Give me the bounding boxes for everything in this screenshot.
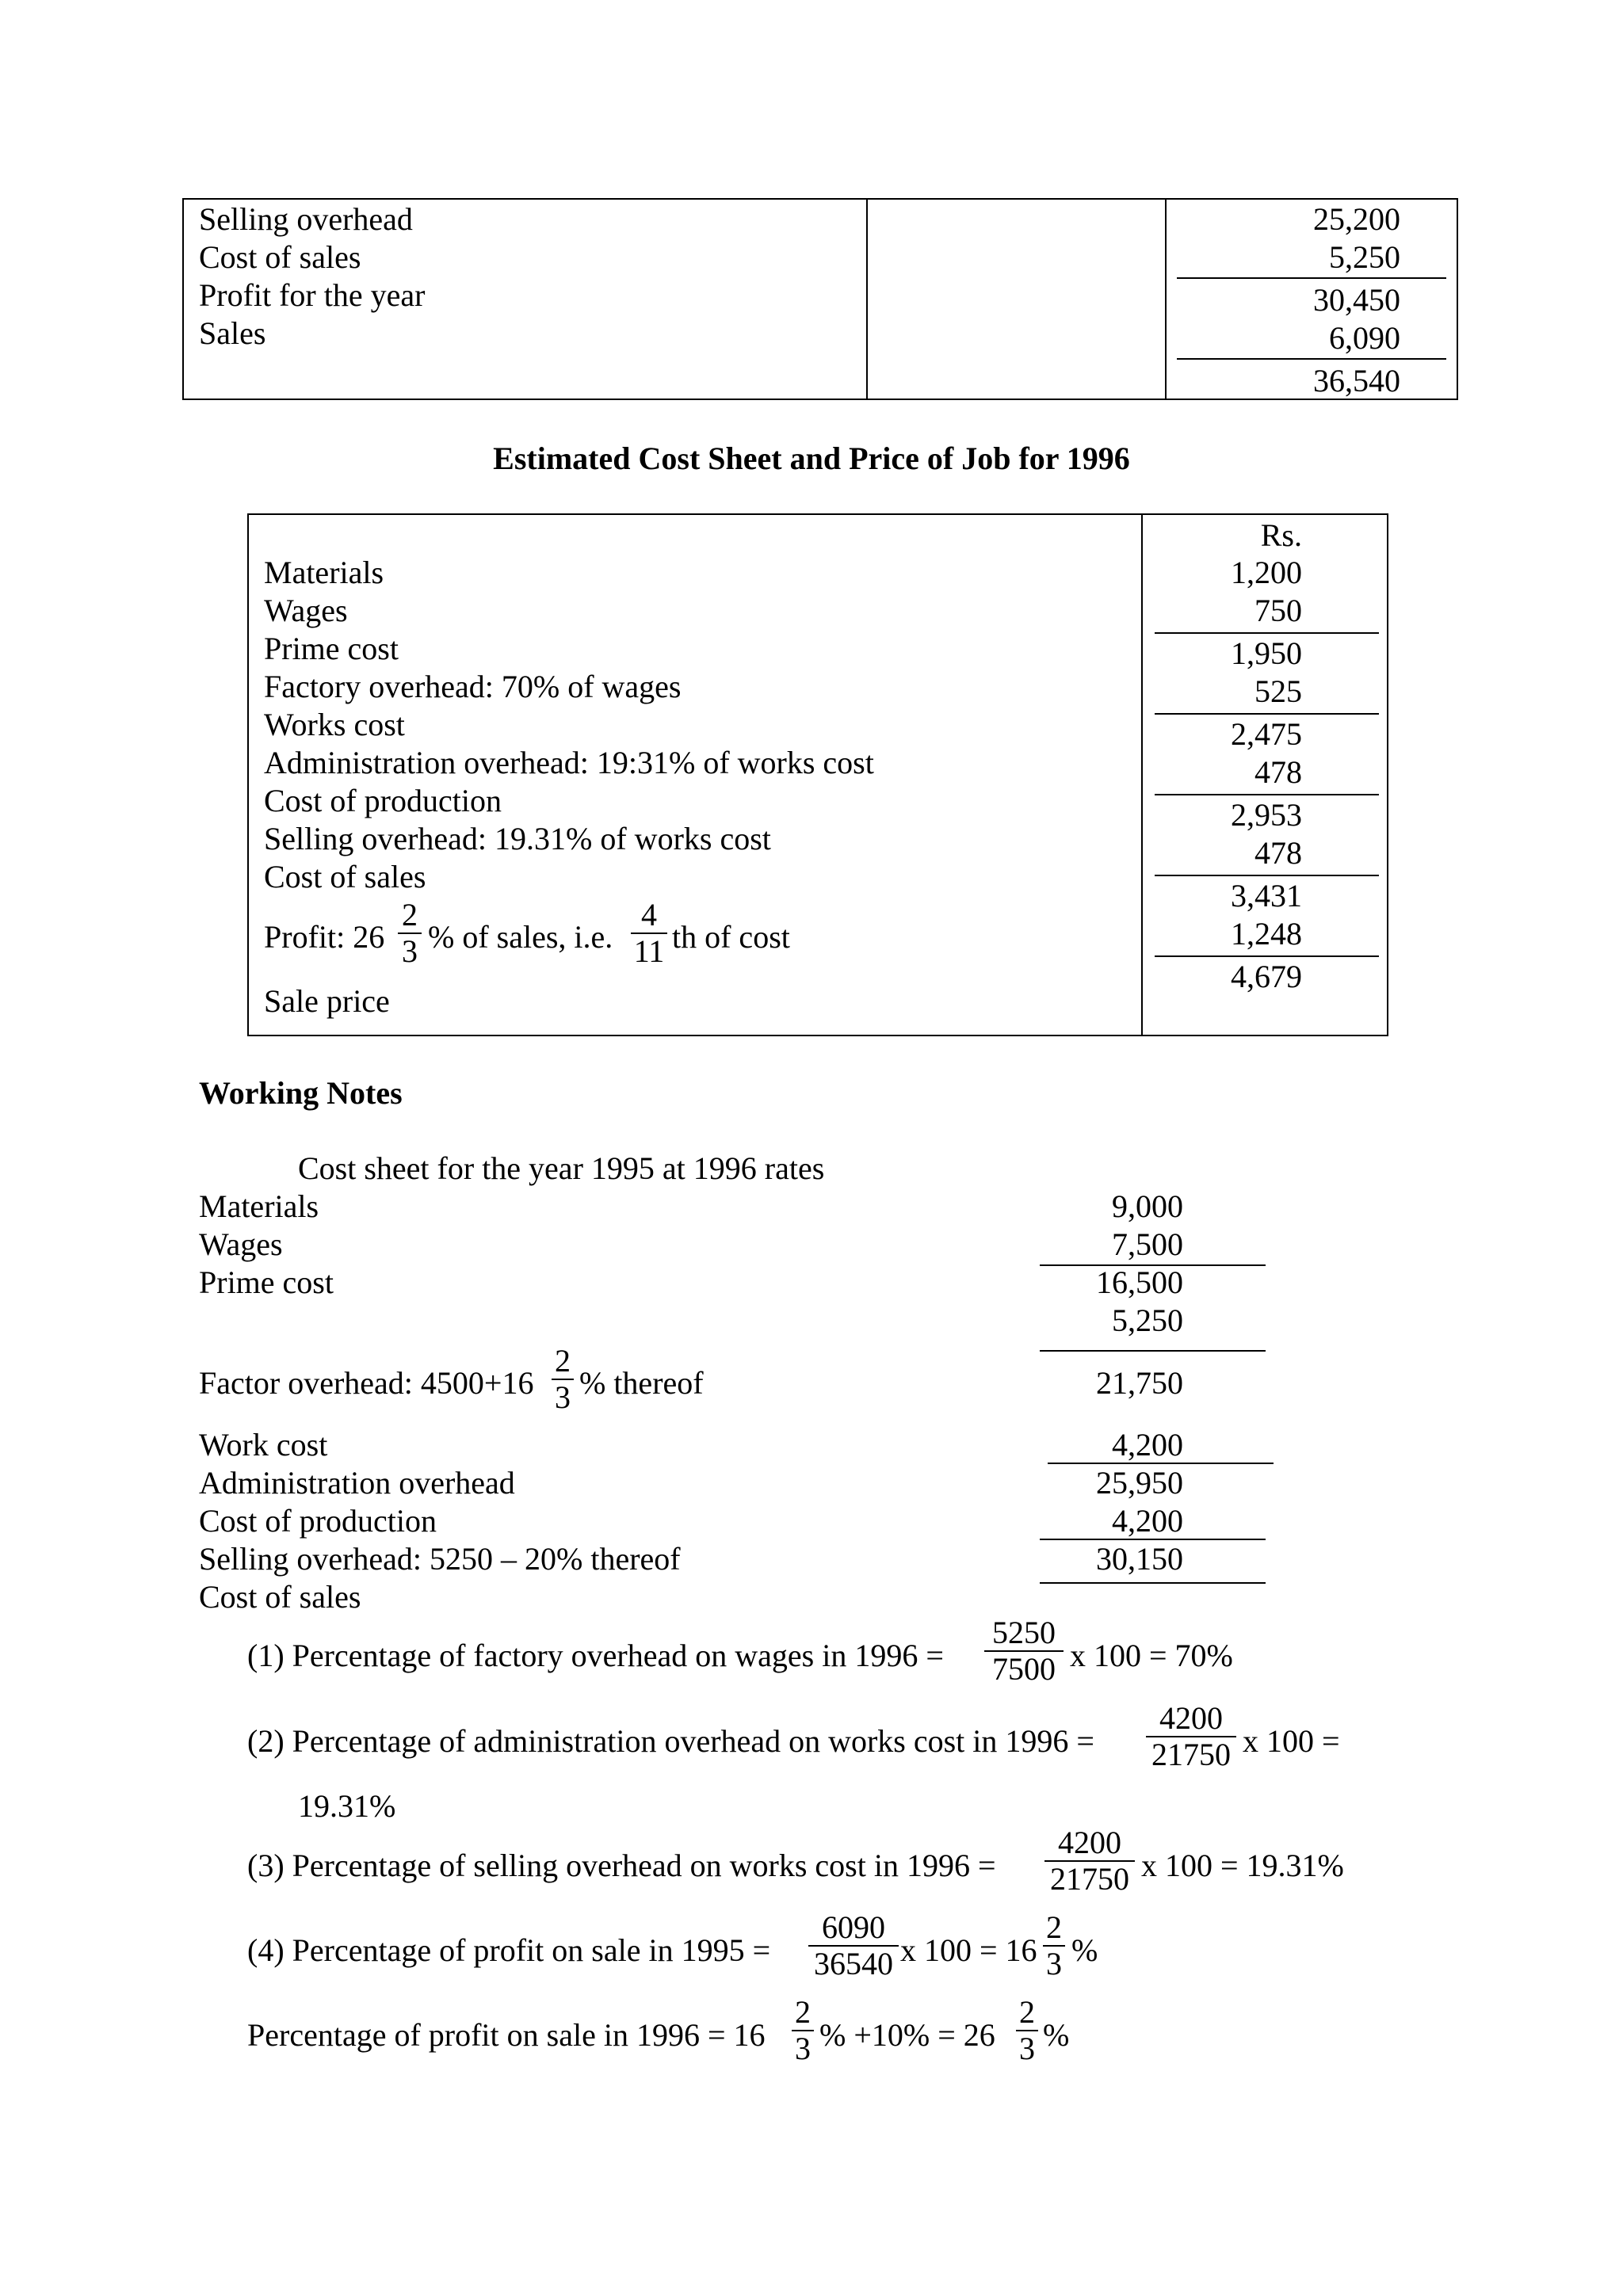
wn-label-factory-prefix: Factor overhead: 4500+16 <box>199 1365 534 1401</box>
est-value-sale-price: 4,679 <box>1231 959 1302 994</box>
note-4-fnum: 2 <box>1046 1909 1062 1945</box>
working-notes-subtitle: Cost sheet for the year 1995 at 1996 rates <box>298 1150 825 1186</box>
note-4-fden: 3 <box>1046 1946 1062 1981</box>
top-label-profit: Profit for the year <box>199 277 426 313</box>
wn-value-4: 5,250 <box>1112 1302 1183 1338</box>
note-5-text: Percentage of profit on sale in 1996 = 16 <box>247 2017 766 2053</box>
wn-value-8: 4,200 <box>1112 1503 1183 1539</box>
note-2-continued: 19.31% <box>298 1788 396 1824</box>
est-label-cost-of-production: Cost of production <box>264 783 502 818</box>
note-2-result: x 100 = <box>1243 1723 1340 1759</box>
estimated-currency: Rs. <box>1260 517 1302 553</box>
note-4-small-fraction <box>1043 1910 1065 1981</box>
note-3-den: 21750 <box>1050 1861 1129 1897</box>
note-2-den: 21750 <box>1151 1737 1231 1772</box>
est-profit-suffix: th of cost <box>672 919 790 955</box>
est-profit-middle: % of sales, i.e. <box>428 919 613 955</box>
wn-label-prime-cost: Prime cost <box>199 1264 334 1300</box>
wn-value-3: 16,500 <box>1096 1264 1183 1300</box>
est-label-sale-price: Sale price <box>264 983 390 1019</box>
est-value-wages: 750 <box>1254 593 1302 628</box>
top-label-sales: Sales <box>199 315 266 351</box>
note-1-den: 7500 <box>992 1651 1056 1687</box>
est-label-selling-overhead: Selling overhead: 19.31% of works cost <box>264 821 771 856</box>
note-1-fraction <box>984 1615 1064 1687</box>
note-5-mid: % +10% = 26 <box>819 2017 995 2053</box>
note-3-num: 4200 <box>1058 1825 1121 1860</box>
wn-label-sales: Cost of sales <box>199 1579 361 1615</box>
top-label-cost-of-sales: Cost of sales <box>199 239 361 275</box>
est-value-cost-of-production: 2,953 <box>1231 797 1302 833</box>
wn-label-materials: Materials <box>199 1188 319 1224</box>
est-label-works-cost: Works cost <box>264 707 405 742</box>
wn-rule-5 <box>1040 1582 1266 1584</box>
note-5-suffix: % <box>1043 2017 1070 2053</box>
note-4-mid: x 100 = 16 <box>900 1932 1037 1968</box>
estimated-title: Estimated Cost Sheet and Price of Job for 1996 <box>493 441 1130 476</box>
top-rule-1 <box>1177 277 1446 279</box>
top-table-divider-1 <box>866 198 868 400</box>
est-label-wages: Wages <box>264 593 348 628</box>
est-profit-frac2-num: 4 <box>641 897 657 933</box>
wn-factory-den: 3 <box>555 1379 571 1415</box>
note-4-num: 6090 <box>822 1909 885 1945</box>
wn-label-admin: Administration overhead <box>199 1465 515 1501</box>
est-label-admin-overhead: Administration overhead: 19:31% of works cost <box>264 745 874 780</box>
wn-value-6: 4,200 <box>1112 1427 1183 1463</box>
wn-factory-num: 2 <box>555 1343 571 1379</box>
est-label-factory-overhead: Factory overhead: 70% of wages <box>264 669 682 704</box>
est-profit-frac1-den: 3 <box>402 933 418 969</box>
wn-label-factory-suffix: % thereof <box>579 1365 704 1401</box>
note-4-fraction <box>808 1910 899 1981</box>
est-value-materials: 1,200 <box>1231 555 1302 590</box>
note-5-f1den: 3 <box>795 2031 811 2066</box>
note-3-fraction <box>1044 1825 1135 1897</box>
note-4-suffix: % <box>1071 1932 1098 1968</box>
est-rule-5 <box>1155 955 1379 957</box>
est-profit-frac2-den: 11 <box>633 933 665 969</box>
est-label-cost-of-sales: Cost of sales <box>264 859 426 894</box>
wn-label-wages: Wages <box>199 1226 283 1262</box>
est-value-selling-overhead: 478 <box>1254 835 1302 871</box>
note-3-result: x 100 = 19.31% <box>1141 1848 1344 1883</box>
top-rule-2 <box>1177 358 1446 360</box>
est-value-profit: 1,248 <box>1231 916 1302 952</box>
note-4-den: 36540 <box>814 1946 893 1981</box>
est-rule-2 <box>1155 713 1379 715</box>
est-profit-prefix: Profit: 26 <box>264 919 385 955</box>
note-2-fraction <box>1146 1701 1236 1772</box>
est-value-prime-cost: 1,950 <box>1231 635 1302 671</box>
est-value-admin-overhead: 478 <box>1254 754 1302 790</box>
wn-value-1: 9,000 <box>1112 1188 1183 1224</box>
wn-value-9: 30,150 <box>1096 1541 1183 1577</box>
wn-label-work-cost: Work cost <box>199 1427 328 1463</box>
note-3-text: (3) Percentage of selling overhead on works cost in 1996 = <box>247 1848 996 1883</box>
note-1-result: x 100 = 70% <box>1070 1638 1233 1673</box>
note-1-text: (1) Percentage of factory overhead on wages in 1996 = <box>247 1638 944 1673</box>
est-value-works-cost: 2,475 <box>1231 716 1302 752</box>
note-4-text: (4) Percentage of profit on sale in 1995 = <box>247 1932 771 1968</box>
top-value-1: 25,200 <box>1313 201 1400 237</box>
note-5-fraction-1 <box>792 1995 814 2066</box>
wn-factory-fraction <box>552 1344 574 1415</box>
working-notes-heading: Working Notes <box>199 1075 403 1111</box>
est-profit-frac1-num: 2 <box>402 897 418 933</box>
top-value-4: 6,090 <box>1329 320 1400 356</box>
est-value-factory-overhead: 525 <box>1254 673 1302 709</box>
note-1-num: 5250 <box>992 1615 1056 1650</box>
top-value-2: 5,250 <box>1329 239 1400 275</box>
top-label-selling-overhead: Selling overhead <box>199 201 413 237</box>
est-label-prime-cost: Prime cost <box>264 631 399 666</box>
note-2-text: (2) Percentage of administration overhead on works cost in 1996 = <box>247 1723 1094 1759</box>
est-profit-fraction-1 <box>398 898 422 969</box>
top-value-5: 36,540 <box>1313 363 1400 399</box>
wn-value-7: 25,950 <box>1096 1465 1183 1501</box>
note-2-num: 4200 <box>1159 1700 1223 1736</box>
est-label-materials: Materials <box>264 555 384 590</box>
note-5-f2den: 3 <box>1019 2031 1035 2066</box>
note-5-f1num: 2 <box>795 1994 811 2030</box>
wn-label-selling: Selling overhead: 5250 – 20% thereof <box>199 1541 681 1577</box>
wn-value-5: 21,750 <box>1096 1365 1183 1401</box>
est-rule-4 <box>1155 875 1379 876</box>
est-profit-fraction-2 <box>631 898 667 969</box>
note-5-f2num: 2 <box>1019 1994 1035 2030</box>
top-value-3: 30,450 <box>1313 282 1400 318</box>
note-5-fraction-2 <box>1016 1995 1038 2066</box>
est-rule-1 <box>1155 632 1379 634</box>
wn-rule-2 <box>1040 1350 1266 1352</box>
wn-value-2: 7,500 <box>1112 1226 1183 1262</box>
est-rule-3 <box>1155 794 1379 795</box>
wn-label-production: Cost of production <box>199 1503 437 1539</box>
est-value-cost-of-sales: 3,431 <box>1231 878 1302 913</box>
